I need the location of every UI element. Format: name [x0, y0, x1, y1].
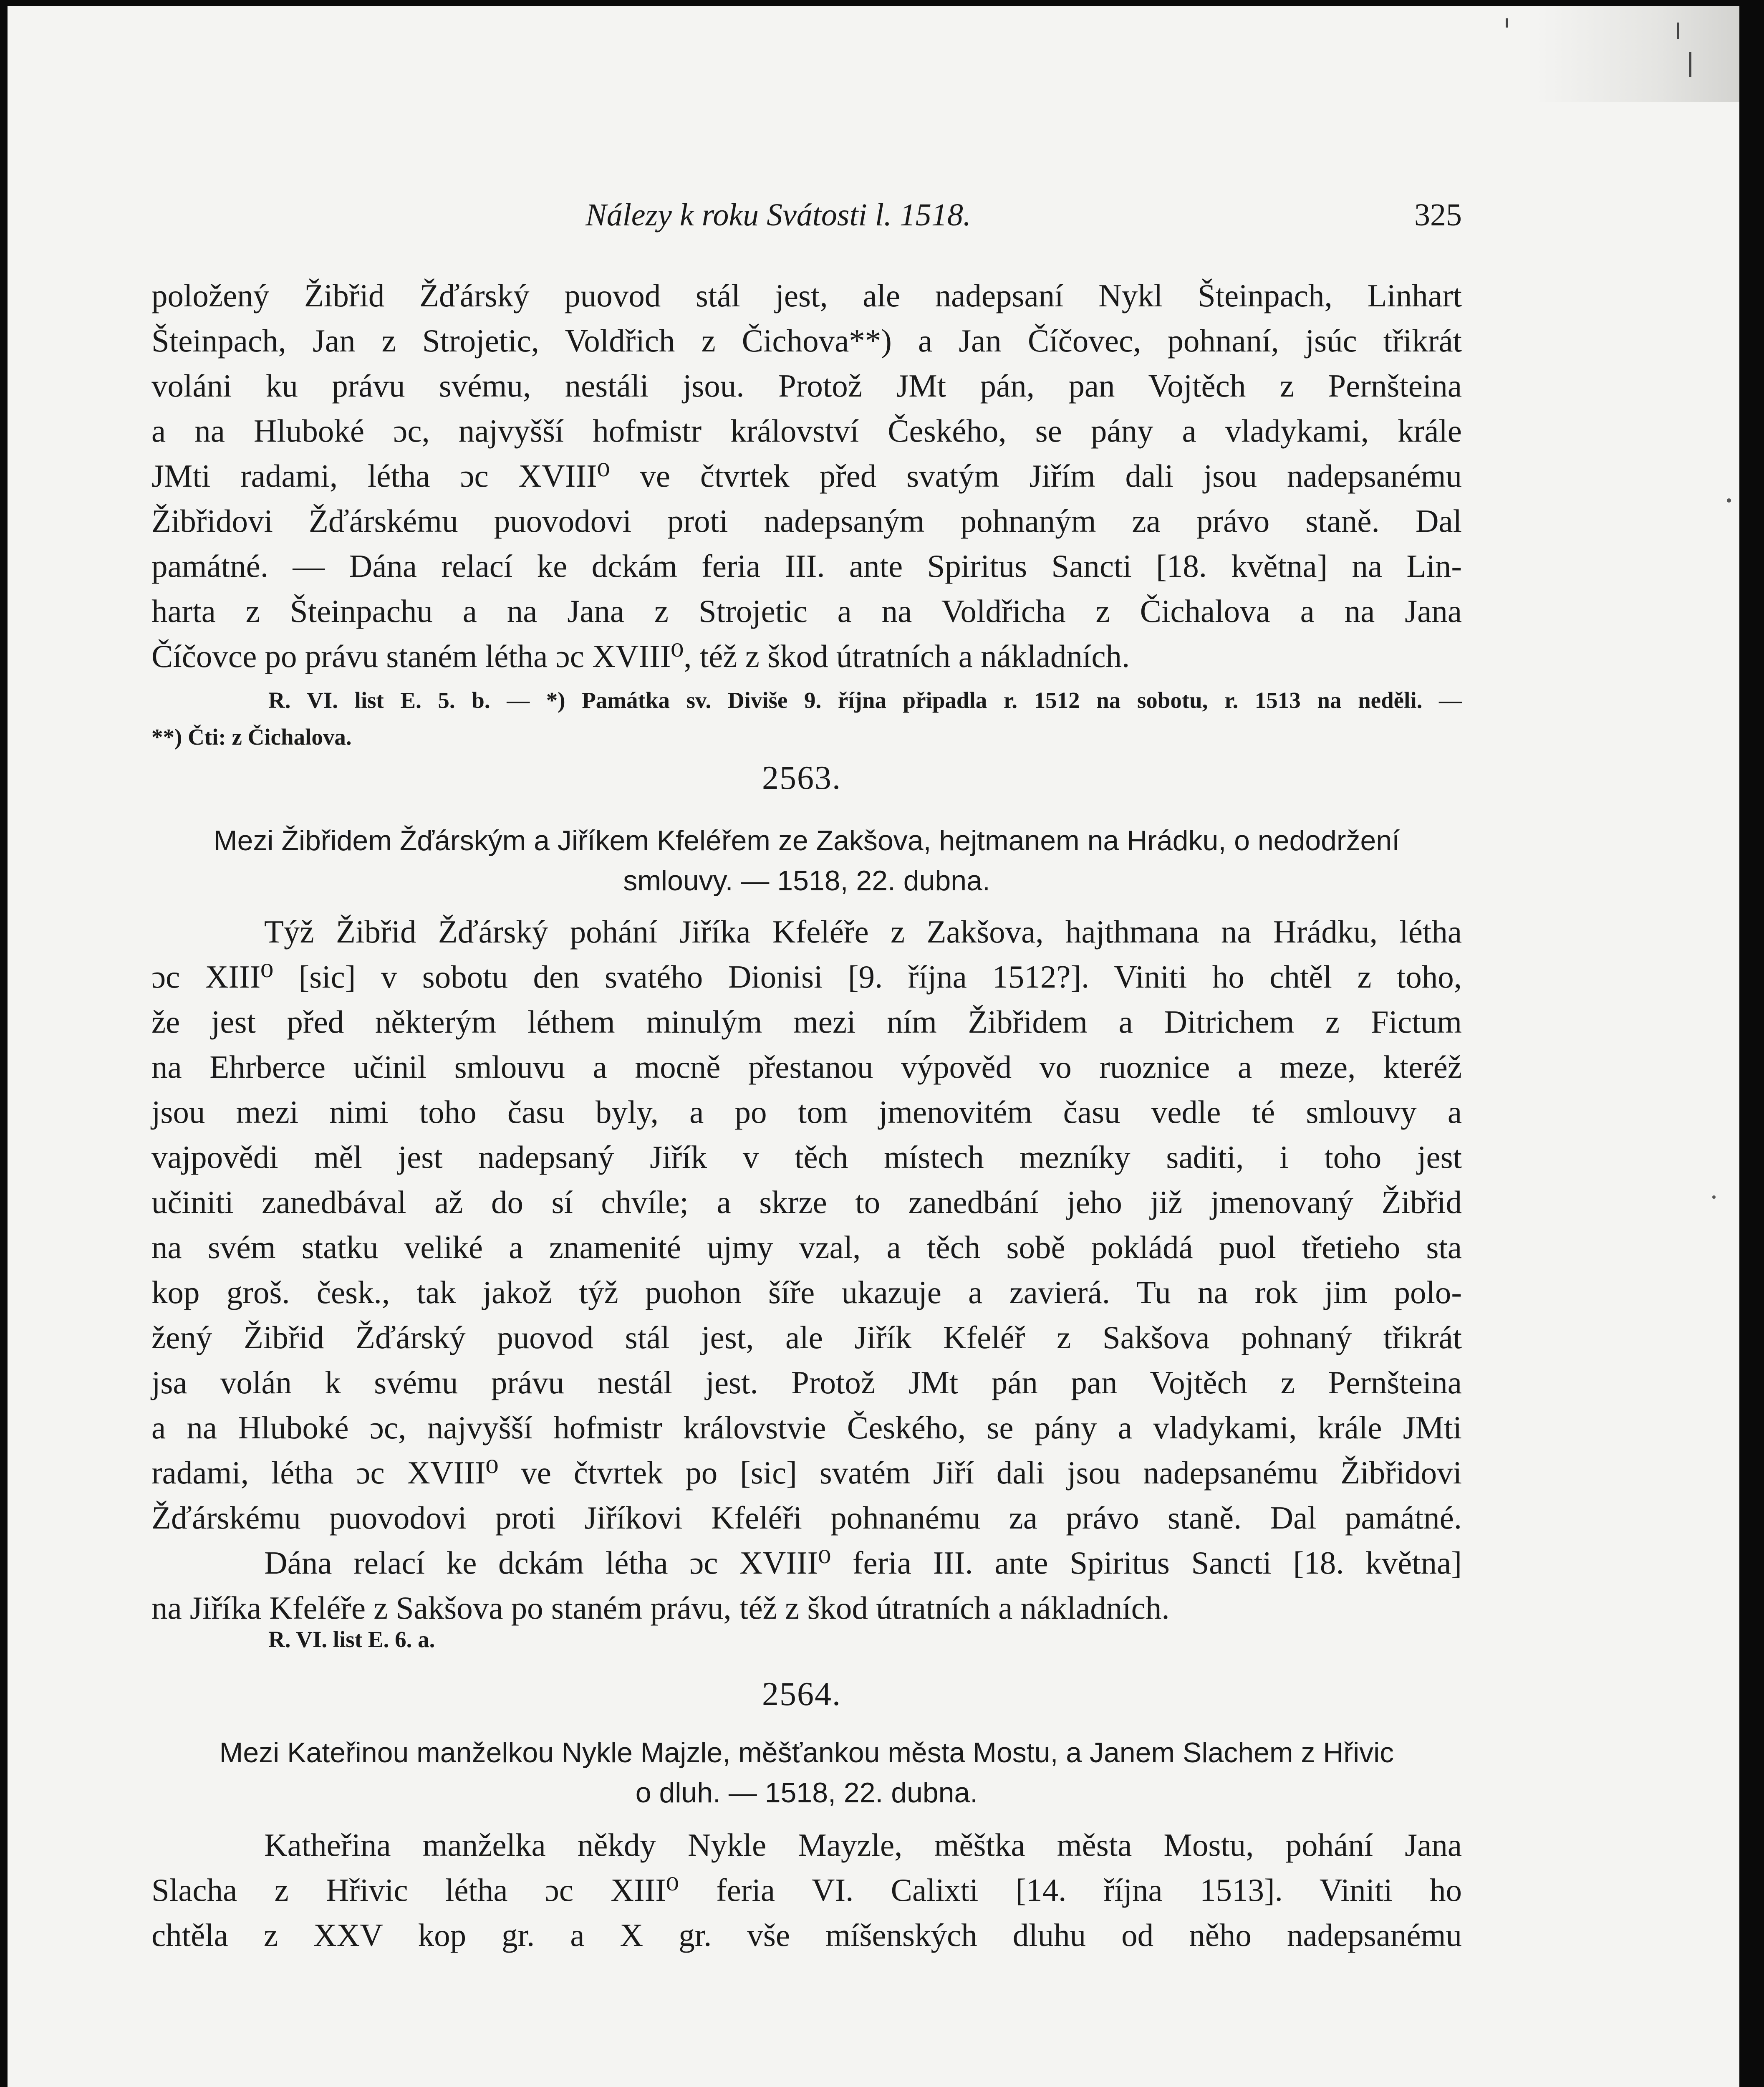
running-title: Nálezy k roku Svátosti l. 1518.: [585, 197, 971, 232]
footnote-line: **) Čti: z Čichalova.: [151, 724, 352, 750]
entry-number: 2563.: [762, 760, 841, 796]
entry-text: [151, 1822, 1462, 1958]
source-note: [151, 682, 1462, 755]
entry-heading: [151, 1733, 1462, 1813]
text-line: na Jiříka Kfeléře z Sakšova po staném právu, též z škod útratních a nákladních.: [151, 1590, 1170, 1626]
text-line: památné. — Dána relací ke dckám feria III. ante Spiritus Sancti [18. května] na Lin-: [151, 548, 1462, 584]
text-line: jsou mezi nimi toho času byly, a po tom jmenovitém času vedle té smlouvy a: [151, 1094, 1462, 1130]
text-line: Číčovce po právu staném létha ɔc XVIII⁰, též z škod útratních a nákladních.: [151, 638, 1130, 674]
text-line: Šteinpach, Jan z Strojetic, Voldřich z Čichova**) a Jan Číčovec, pohnaní, jsúc třikrát: [151, 323, 1462, 359]
footnote-line: R. VI. list E. 6. a.: [268, 1627, 435, 1652]
scan-artifact-mark: [1689, 52, 1691, 77]
text-line: položený Žibřid Žďárský puovod stál jest, ale nadepsaní Nykl Šteinpach, Linhart: [151, 278, 1462, 313]
heading-line: o dluh. — 1518, 22. dubna.: [635, 1777, 978, 1809]
text-line: Žibřidovi Žďárskému puovodovi proti nadepsaným pohnaným za právo staně. Dal: [151, 503, 1462, 539]
continued-entry-text: [151, 273, 1462, 679]
text-line: Týž Žibřid Žďárský pohání Jiříka Kfeléře z Zakšova, hajthmana na Hrádku, létha: [264, 914, 1462, 950]
text-line: Žďárskému puovodovi proti Jiříkovi Kfeléři pohnanému za právo staně. Dal památné.: [151, 1500, 1462, 1536]
scan-artifact-dot: [1712, 1195, 1716, 1199]
page-header: [160, 197, 1462, 239]
text-line: že jest před některým léthem minulým mezi ním Žibřidem a Ditrichem z Fictum: [151, 1004, 1462, 1040]
entry-number: 2564.: [762, 1676, 841, 1713]
source-note: [151, 1621, 1462, 1658]
heading-line: smlouvy. — 1518, 22. dubna.: [623, 865, 990, 897]
footnote-line: R. VI. list E. 5. b. — *) Památka sv. Diviše 9. října připadla r. 1512 na sobotu, r. 1513 na neděli. —: [268, 687, 1462, 713]
scan-artifact-mark: [1677, 23, 1679, 39]
text-line: učiniti zanedbával až do sí chvíle; a skrze to zanedbání jeho již jmenovaný Žibřid: [151, 1184, 1462, 1220]
heading-line: Mezi Žibřidem Žďárským a Jiříkem Kfeléřem ze Zakšova, hejtmanem na Hrádku, o nedodržení: [213, 825, 1400, 857]
entry-heading: [151, 821, 1462, 901]
text-line: vajpovědi měl jest nadepsaný Jiřík v těch místech mezníky saditi, i toho jest: [151, 1139, 1462, 1175]
text-line: ɔc XIII⁰ [sic] v sobotu den svatého Dionisi [9. října 1512?]. Viniti ho chtěl z toho,: [151, 959, 1462, 995]
entry-text: [151, 909, 1462, 1630]
text-line: radami, létha ɔc XVIII⁰ ve čtvrtek po [sic] svatém Jiří dali jsou nadepsanému Žibřidovi: [151, 1455, 1462, 1491]
text-line: Dána relací ke dckám létha ɔc XVIII⁰ feria III. ante Spiritus Sancti [18. května]: [264, 1545, 1462, 1581]
text-line: jsa volán k svému právu nestál jest. Protož JMt pán pan Vojtěch z Pernšteina: [151, 1364, 1462, 1400]
text-line: Katheřina manželka někdy Nykle Mayzle, měštka města Mostu, pohání Jana: [264, 1827, 1462, 1863]
page-number: 325: [1414, 197, 1462, 232]
text-line: a na Hluboké ɔc, najvyšší hofmistr království Českého, se pány a vladykami, krále: [151, 413, 1462, 449]
text-line: harta z Šteinpachu a na Jana z Strojetic a na Voldřicha z Čichalova a na Jana: [151, 593, 1462, 629]
text-line: JMti radami, létha ɔc XVIII⁰ ve čtvrtek před svatým Jiřím dali jsou nadepsanému: [151, 458, 1462, 494]
scan-artifact-dot: [1727, 498, 1731, 503]
text-line: voláni ku právu svému, nestáli jsou. Protož JMt pán, pan Vojtěch z Pernšteina: [151, 368, 1462, 404]
scan-edge-shadow: [1535, 6, 1739, 102]
scan-artifact-mark: [1506, 18, 1508, 28]
heading-line: Mezi Kateřinou manželkou Nykle Majzle, měšťankou města Mostu, a Janem Slachem z Hřivic: [219, 1737, 1394, 1769]
text-line: na Ehrberce učinil smlouvu a mocně přestanou výpověd vo ruoznice a meze, kteréž: [151, 1049, 1462, 1085]
text-line: a na Hluboké ɔc, najvyšší hofmistr královstvie Českého, se pány a vladykami, krále JMti: [151, 1410, 1462, 1445]
book-page: [8, 6, 1739, 2087]
text-line: kop groš. česk., tak jakož týž puohon šíře ukazuje a zavierá. Tu na rok jim polo-: [151, 1274, 1462, 1310]
text-line: Slacha z Hřivic létha ɔc XIII⁰ feria VI. Calixti [14. října 1513]. Viniti ho: [151, 1872, 1462, 1908]
text-line: na svém statku veliké a znamenité ujmy vzal, a těch sobě pokládá puol třetieho sta: [151, 1229, 1462, 1265]
text-line: chtěla z XXV kop gr. a X gr. vše míšenských dluhu od něho nadepsanému: [151, 1917, 1462, 1953]
text-line: žený Žibřid Žďárský puovod stál jest, ale Jiřík Kfeléř z Sakšova pohnaný třikrát: [151, 1319, 1462, 1355]
